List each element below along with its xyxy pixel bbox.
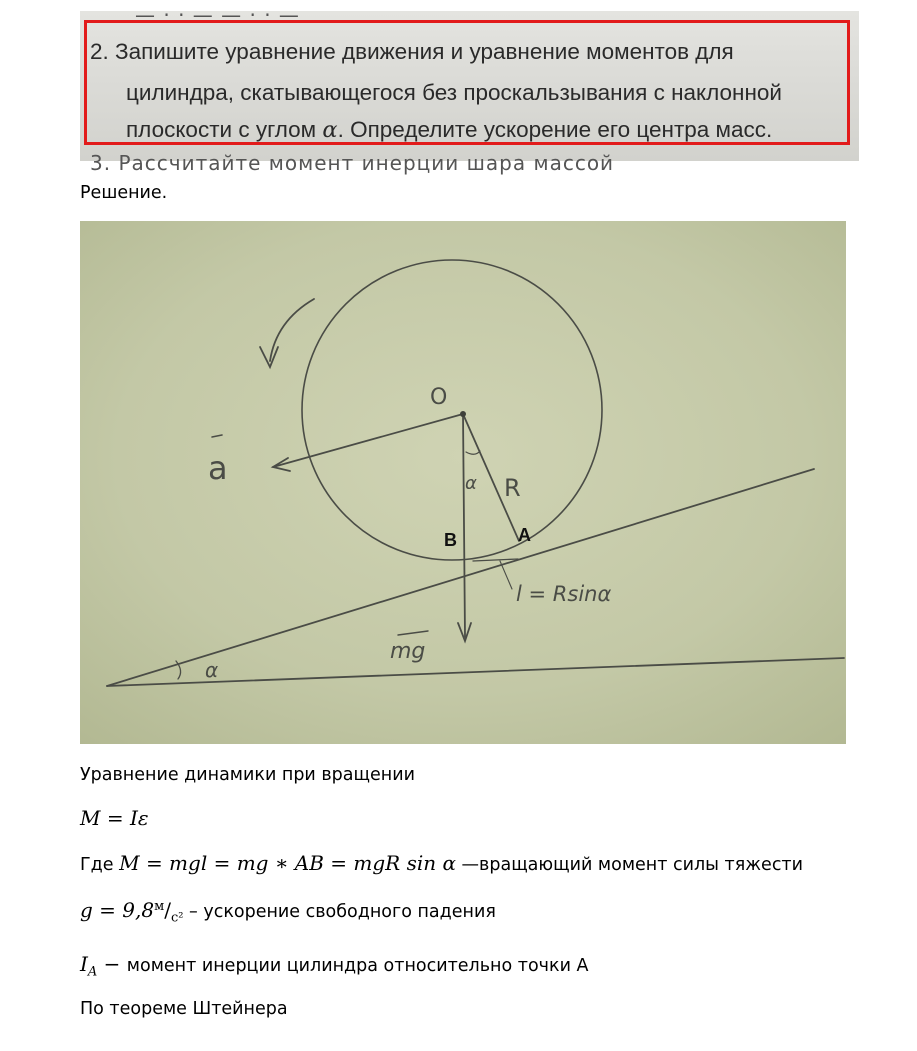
task-photo: [80, 3, 859, 175]
label-R: R: [504, 474, 521, 502]
label-alpha-small: α: [465, 473, 477, 494]
gravity-definition: $g = 9,8^м/_{c^2}$ – ускорение свободного падения: [80, 898, 496, 926]
label-a: a: [208, 449, 228, 487]
steiner-heading: По теореме Штейнера: [80, 999, 288, 1019]
task-line-3: плоскости с углом α. Определите ускорение его центра масс.: [126, 117, 773, 143]
dynamics-heading: Уравнение динамики при вращении: [80, 765, 415, 785]
label-A: A: [518, 525, 531, 545]
label-mg: mg: [390, 639, 426, 664]
cropped-text-bottom: 3. Рассчитайте момент инерции шара массой: [90, 151, 615, 175]
label-alpha-base: α: [205, 658, 219, 682]
inertia-definition: $I_A$ − момент инерции цилиндра относительно точки А: [80, 952, 589, 980]
equation-moment: M = Iε: [80, 806, 149, 830]
diagram-photo: [80, 221, 846, 744]
label-l: l = Rsinα: [516, 582, 612, 606]
label-B: B: [444, 530, 457, 550]
cropped-text-top: — · · — — · · —: [135, 3, 300, 27]
task-line-1: 2. Запишите уравнение движения и уравнение моментов для: [90, 39, 734, 64]
solution-label: Решение.: [80, 183, 168, 203]
center-dot: [460, 411, 466, 417]
equation-torque: Где M = mgl = mg ∗ AB = mgR sin α —вращающий момент силы тяжести: [80, 851, 804, 875]
task-line-2: цилиндра, скатывающегося без проскальзывания с наклонной: [126, 80, 782, 105]
label-O: O: [430, 385, 448, 410]
